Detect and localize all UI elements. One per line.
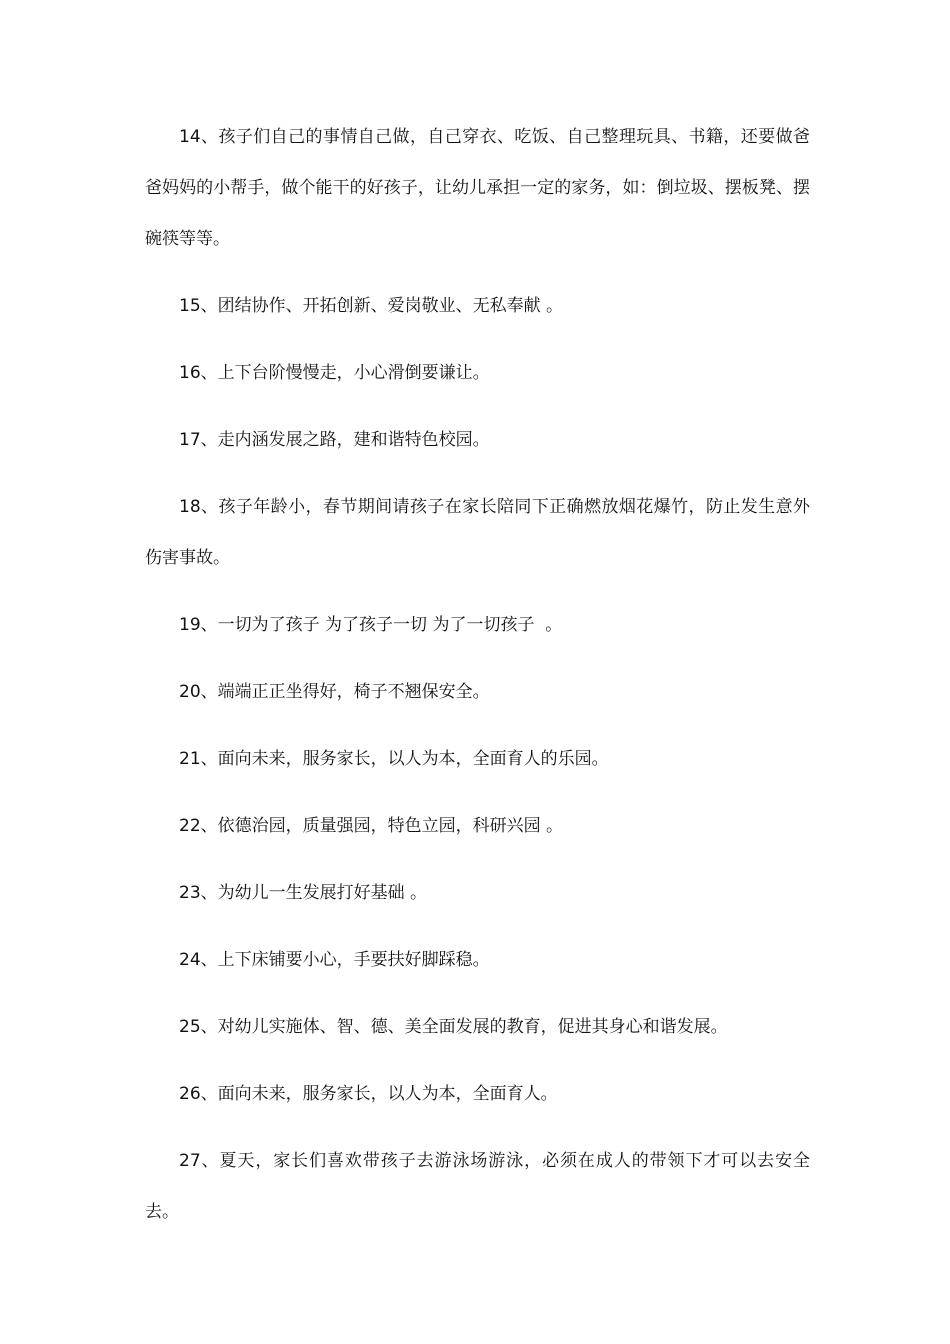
paragraph-24: 24、上下床铺要小心，手要扶好脚踩稳。 bbox=[179, 950, 490, 970]
paragraph-23: 23、为幼儿一生发展打好基础 。 bbox=[179, 883, 428, 903]
paragraph-16: 16、上下台阶慢慢走，小心滑倒要谦让。 bbox=[179, 363, 490, 383]
paragraph-19: 19、一切为了孩子 为了孩子一切 为了一切孩子 。 bbox=[179, 615, 563, 635]
paragraph-14: 14、孩子们自己的事情自己做，自己穿衣、吃饭、自己整理玩具、书籍，还要做爸爸妈妈的小帮手，做个能干的好孩子，让幼儿承担一定的家务，如：倒垃圾、摆板凳、摆碗筷等等。 bbox=[145, 127, 810, 249]
paragraph-27: 27、夏天，家长们喜欢带孩子去游泳场游泳，必须在成人的带领下才可以去安全去。 bbox=[145, 1151, 810, 1222]
document-body bbox=[145, 112, 810, 1254]
paragraph-25: 25、对幼儿实施体、智、德、美全面发展的教育，促进其身心和谐发展。 bbox=[179, 1017, 728, 1037]
paragraph-15: 15、团结协作、开拓创新、爱岗敬业、无私奉献 。 bbox=[179, 296, 564, 316]
paragraph-26: 26、面向未来，服务家长，以人为本，全面育人。 bbox=[179, 1084, 558, 1104]
paragraph-18: 18、孩子年龄小，春节期间请孩子在家长陪同下正确燃放烟花爆竹，防止发生意外伤害事故。 bbox=[145, 497, 810, 568]
paragraph-20: 20、端端正正坐得好，椅子不翘保安全。 bbox=[179, 682, 490, 702]
paragraph-22: 22、依德治园，质量强园，特色立园，科研兴园 。 bbox=[179, 816, 564, 836]
paragraph-21: 21、面向未来，服务家长，以人为本，全面育人的乐园。 bbox=[179, 749, 609, 769]
paragraph-17: 17、走内涵发展之路，建和谐特色校园。 bbox=[179, 430, 490, 450]
